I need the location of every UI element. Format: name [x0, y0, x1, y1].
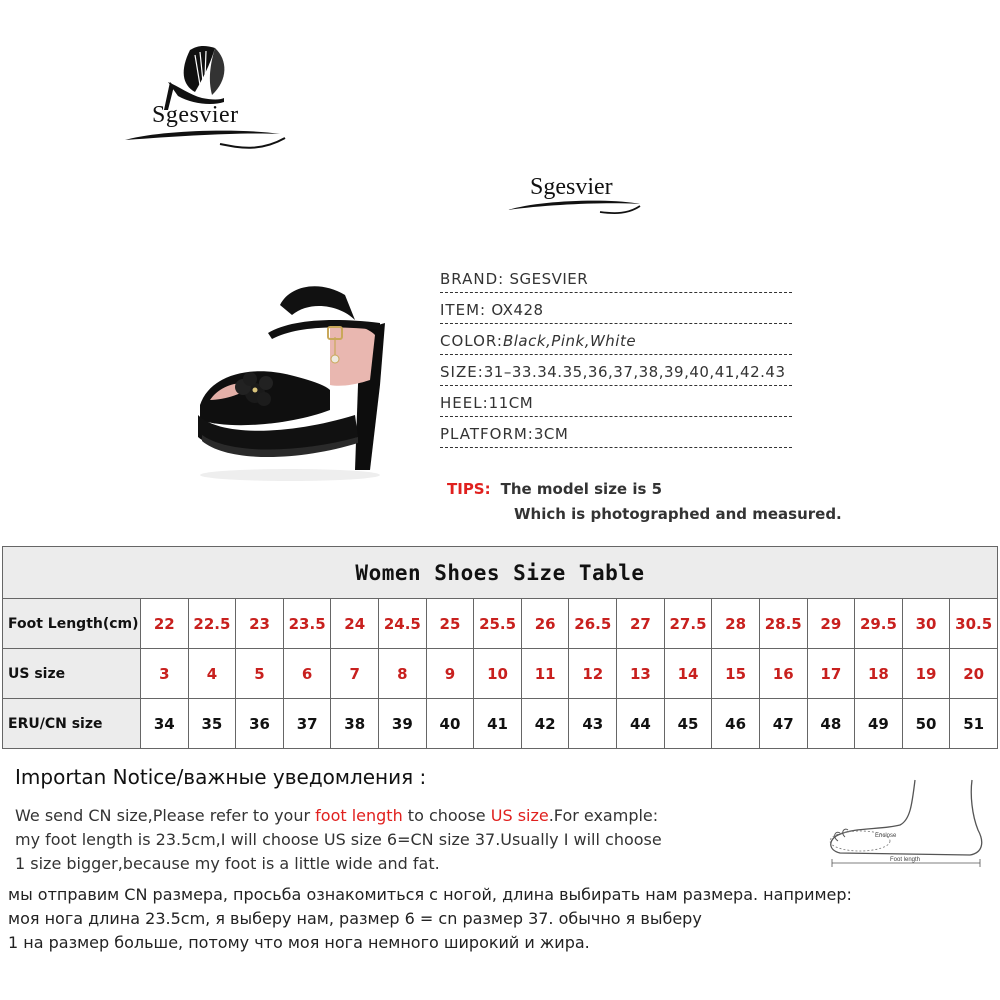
table-cell: 10 — [474, 649, 522, 699]
notice-russian — [8, 883, 852, 955]
table-cell: 38 — [331, 699, 379, 749]
table-cell: 34 — [141, 699, 189, 749]
table-cell: 24 — [331, 599, 379, 649]
table-cell: 25.5 — [474, 599, 522, 649]
table-cell: 3 — [141, 649, 189, 699]
table-cell: 25 — [426, 599, 474, 649]
tips — [447, 480, 662, 498]
notice-en-line1: We send CN size,Please refer to your foot length to choose US size.For example: — [15, 806, 659, 825]
table-cell: 28 — [712, 599, 760, 649]
table-cell: 41 — [474, 699, 522, 749]
table-cell: 16 — [759, 649, 807, 699]
brand-logo-icon — [120, 40, 290, 160]
row-label: Foot Length(cm) — [3, 599, 141, 649]
brand-logo-small-text: Sgesvier — [530, 174, 613, 200]
table-cell: 14 — [664, 649, 712, 699]
table-row-eru-cn-size — [3, 699, 998, 749]
table-cell: 40 — [426, 699, 474, 749]
table-cell: 4 — [188, 649, 236, 699]
tips-label: TIPS: — [447, 480, 491, 498]
table-cell: 48 — [807, 699, 855, 749]
brand-logo-text: Sgesvier — [152, 102, 239, 128]
table-cell: 15 — [712, 649, 760, 699]
size-table — [2, 546, 998, 749]
table-cell: 22 — [141, 599, 189, 649]
row-label: ERU/CN size — [3, 699, 141, 749]
table-cell: 9 — [426, 649, 474, 699]
spec-platform: PLATFORM:3CM — [440, 423, 820, 454]
table-cell: 36 — [236, 699, 284, 749]
sandal-product-image — [180, 275, 410, 490]
notice-en-line2: my foot length is 23.5cm,I will choose US size 6=CN size 37.Usually I will choose — [15, 830, 662, 849]
table-cell: 26.5 — [569, 599, 617, 649]
table-cell: 29 — [807, 599, 855, 649]
table-cell: 27 — [617, 599, 665, 649]
foot-measure-diagram — [820, 775, 995, 875]
foot-length-label: Foot length — [890, 857, 921, 863]
spec-heel: HEEL:11CM — [440, 392, 820, 423]
table-cell: 29.5 — [855, 599, 903, 649]
table-cell: 8 — [379, 649, 427, 699]
spec-color: COLOR:Black,Pink,White — [440, 330, 820, 361]
table-row-us-size — [3, 649, 998, 699]
table-cell: 23.5 — [283, 599, 331, 649]
enclose-label: Enclose — [875, 833, 897, 839]
product-specs — [440, 268, 820, 454]
us-size-highlight: US size — [490, 806, 549, 825]
table-cell: 27.5 — [664, 599, 712, 649]
table-cell: 24.5 — [379, 599, 427, 649]
spec-brand: BRAND: SGESVIER — [440, 268, 820, 299]
table-cell: 35 — [188, 699, 236, 749]
table-cell: 6 — [283, 649, 331, 699]
notice-title: Importan Notice/важные уведомления : — [15, 765, 427, 789]
spec-item: ITEM: OX428 — [440, 299, 820, 330]
table-cell: 45 — [664, 699, 712, 749]
table-cell: 39 — [379, 699, 427, 749]
tips-line2: Which is photographed and measured. — [514, 505, 842, 523]
notice-english — [15, 804, 662, 876]
table-cell: 5 — [236, 649, 284, 699]
table-cell: 11 — [521, 649, 569, 699]
table-cell: 23 — [236, 599, 284, 649]
table-cell: 18 — [855, 649, 903, 699]
tips-line1: The model size is 5 — [500, 480, 663, 498]
table-cell: 30 — [902, 599, 950, 649]
table-cell: 20 — [950, 649, 998, 699]
table-cell: 30.5 — [950, 599, 998, 649]
notice-ru-line3: 1 на размер больше, потому что моя нога немного широкий и жира. — [8, 933, 590, 952]
notice-ru-line2: моя нога длина 23.5cm, я выберу нам, размер 6 = cn размер 37. обычно я выберу — [8, 909, 702, 928]
notice-ru-line1: мы отправим CN размера, просьба ознакомиться с ногой, длина выбирать нам размера. например: — [8, 885, 852, 904]
table-cell: 47 — [759, 699, 807, 749]
table-cell: 46 — [712, 699, 760, 749]
table-cell: 44 — [617, 699, 665, 749]
spec-size: SIZE:31–33.34.35,36,37,38,39,40,41,42.43 — [440, 361, 820, 392]
table-cell: 26 — [521, 599, 569, 649]
table-cell: 22.5 — [188, 599, 236, 649]
table-cell: 49 — [855, 699, 903, 749]
table-cell: 28.5 — [759, 599, 807, 649]
foot-length-highlight: foot length — [315, 806, 403, 825]
table-cell: 42 — [521, 699, 569, 749]
table-cell: 50 — [902, 699, 950, 749]
table-cell: 43 — [569, 699, 617, 749]
row-label: US size — [3, 649, 141, 699]
size-table-title: Women Shoes Size Table — [3, 547, 998, 599]
notice-en-line3: 1 size bigger,because my foot is a little wide and fat. — [15, 854, 440, 873]
table-cell: 17 — [807, 649, 855, 699]
table-cell: 12 — [569, 649, 617, 699]
table-cell: 7 — [331, 649, 379, 699]
table-cell: 51 — [950, 699, 998, 749]
table-cell: 13 — [617, 649, 665, 699]
table-cell: 37 — [283, 699, 331, 749]
table-cell: 19 — [902, 649, 950, 699]
table-row-foot-length — [3, 599, 998, 649]
